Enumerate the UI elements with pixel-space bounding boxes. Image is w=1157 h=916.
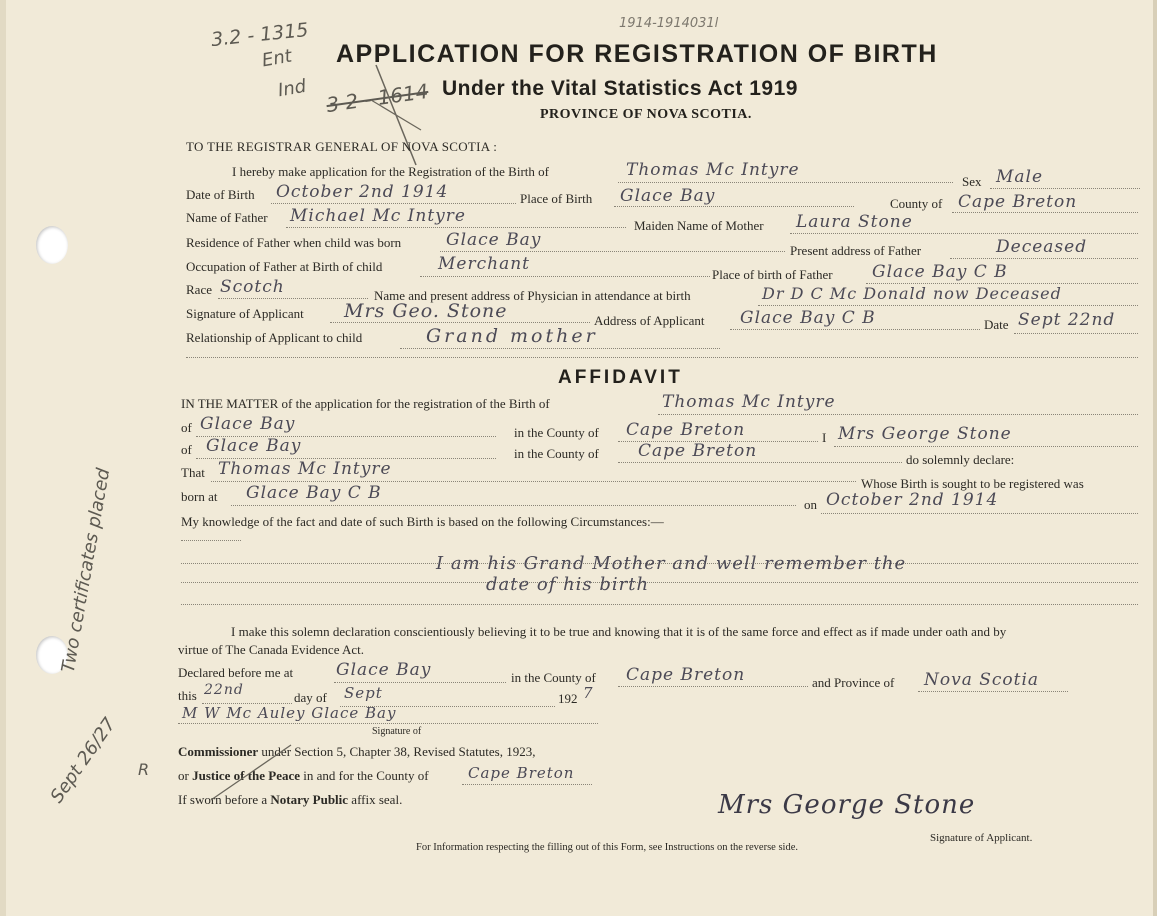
- solemnly-declare-label: do solemnly declare:: [906, 452, 1015, 467]
- commissioner-statute: under Section 5, Chapter 38, Revised Statutes, 1923,: [261, 744, 536, 759]
- year-suffix-value: 7: [583, 684, 594, 702]
- race-value: Scotch: [220, 277, 285, 297]
- pencil-check-mark: [206, 740, 296, 810]
- notary-label: Notary Public: [270, 792, 349, 807]
- matter-name-value: Thomas Mc Intyre: [662, 392, 836, 412]
- father-name-label: Name of Father: [186, 210, 268, 225]
- province-label: and Province of: [812, 675, 895, 690]
- child-name-value: Thomas Mc Intyre: [626, 160, 800, 180]
- applicant-signature-caption: Signature of Applicant.: [930, 832, 1033, 844]
- circumstance-line-2: date of his birth: [486, 574, 650, 595]
- relationship-value: Grand mother: [426, 325, 598, 347]
- commissioner-label: Commissioner: [178, 744, 259, 759]
- commissioner-signature-value: M W Mc Auley Glace Bay: [182, 704, 397, 722]
- deponent-value: Mrs George Stone: [838, 424, 1012, 444]
- jp-label: Justice of the Peace: [192, 768, 301, 783]
- intro-label: I hereby make application for the Registration of the Birth of: [232, 164, 549, 179]
- declared-at-value: Glace Bay: [336, 660, 432, 680]
- county-value-1: Cape Breton: [626, 420, 746, 440]
- born-at-label: born at: [181, 489, 218, 504]
- mother-name-label: Maiden Name of Mother: [634, 218, 764, 233]
- file-number: 1914-1914031l: [619, 16, 719, 31]
- day-of-label: day of: [294, 690, 327, 705]
- date-label: Date: [984, 317, 1009, 332]
- present-address-label: Present address of Father: [790, 243, 922, 258]
- whose-birth-label: Whose Birth is sought to be registered was: [861, 476, 1084, 491]
- sworn-suffix: affix seal.: [351, 792, 403, 807]
- declared-before-label: Declared before me at: [178, 665, 294, 680]
- form-subtitle: Under the Vital Statistics Act 1919: [442, 77, 798, 100]
- declaration-line-2: virtue of The Canada Evidence Act.: [178, 642, 365, 657]
- present-address-value: Deceased: [996, 237, 1088, 257]
- father-birthplace-value: Glace Bay C B: [872, 262, 1008, 282]
- county-value: Cape Breton: [958, 192, 1078, 212]
- footer-instructions: For Information respecting the filling out of this Form, see Instructions on the reverse side.: [416, 842, 799, 853]
- declared-county-label: in the County of: [511, 670, 596, 685]
- pob-label: Place of Birth: [520, 191, 593, 206]
- knowledge-label: My knowledge of the fact and date of such Birth is based on the following Circumstances:—: [181, 514, 664, 529]
- this-label: this: [178, 688, 197, 703]
- applicant-address-label: Address of Applicant: [594, 313, 705, 328]
- dob-value: October 2nd 1914: [276, 182, 449, 202]
- margin-certificates-note: Two certificates placed: [57, 466, 115, 675]
- occupation-value: Merchant: [438, 254, 530, 274]
- sex-label: Sex: [962, 174, 982, 189]
- pencil-ent-note: Ent: [260, 45, 294, 72]
- margin-date-note: Sept 26/27: [46, 714, 121, 807]
- race-label: Race: [186, 282, 212, 297]
- struck-pencil-number: 3 2 - 1614: [324, 78, 430, 118]
- declaration-line-1: I make this solemn declaration conscientiously believing it to be true and knowing that it is of the same force and effect as if made under oath and by: [231, 624, 1007, 639]
- county-value-2: Cape Breton: [638, 441, 758, 461]
- pencil-reference-number: 3.2 - 1315: [210, 18, 310, 52]
- of-value-1: Glace Bay: [200, 414, 296, 434]
- sworn-prefix: If sworn before a: [178, 792, 268, 807]
- date-value: Sept 22nd: [1018, 310, 1116, 330]
- punch-hole: [36, 226, 68, 264]
- applicant-signature-value: Mrs Geo. Stone: [344, 300, 508, 322]
- day-value: 22nd: [204, 682, 244, 698]
- of-label-2: of: [181, 442, 192, 457]
- born-on-value: October 2nd 1914: [826, 490, 999, 510]
- in-county-label-2: in the County of: [514, 446, 599, 461]
- form-title: APPLICATION FOR REGISTRATION OF BIRTH: [336, 40, 938, 68]
- or-label: or: [178, 768, 189, 783]
- margin-initial: R: [138, 760, 150, 779]
- applicant-address-value: Glace Bay C B: [740, 308, 876, 328]
- residence-label: Residence of Father when child was born: [186, 235, 402, 250]
- occupation-label: Occupation of Father at Birth of child: [186, 259, 383, 274]
- matter-label: IN THE MATTER of the application for the registration of the Birth of: [181, 396, 550, 411]
- pencil-ind-note: Ind: [276, 75, 308, 102]
- jp-county-value: Cape Breton: [468, 764, 575, 782]
- that-name-value: Thomas Mc Intyre: [218, 459, 392, 479]
- circumstance-line-1: I am his Grand Mother and well remember the: [436, 553, 907, 574]
- jp-rest: in and for the County of: [303, 768, 429, 783]
- county-label: County of: [890, 196, 943, 211]
- registrar-address: TO THE REGISTRAR GENERAL OF NOVA SCOTIA :: [186, 139, 498, 154]
- province-heading: PROVINCE OF NOVA SCOTIA.: [540, 107, 752, 122]
- province-value: Nova Scotia: [924, 670, 1040, 690]
- that-label: That: [181, 465, 205, 480]
- month-value: Sept: [344, 684, 383, 702]
- i-label: I: [822, 430, 827, 445]
- of-label: of: [181, 420, 192, 435]
- father-name-value: Michael Mc Intyre: [290, 206, 466, 226]
- on-label: on: [804, 497, 817, 512]
- physician-label: Name and present address of Physician in attendance at birth: [374, 288, 691, 303]
- relationship-label: Relationship of Applicant to child: [186, 330, 363, 345]
- residence-value: Glace Bay: [446, 230, 542, 250]
- signature-of-label: Signature of: [372, 726, 422, 737]
- applicant-final-signature: Mrs George Stone: [718, 790, 976, 820]
- affidavit-heading: AFFIDAVIT: [558, 367, 683, 388]
- sex-value: Male: [996, 167, 1044, 187]
- physician-value: Dr D C Mc Donald now Deceased: [762, 284, 1062, 303]
- declared-county-value: Cape Breton: [626, 665, 746, 685]
- year-prefix: 192: [558, 691, 578, 706]
- pob-value: Glace Bay: [620, 186, 716, 206]
- born-at-value: Glace Bay C B: [246, 483, 382, 503]
- applicant-signature-label: Signature of Applicant: [186, 306, 304, 321]
- of-value-2: Glace Bay: [206, 436, 302, 456]
- mother-name-value: Laura Stone: [796, 212, 913, 232]
- in-county-label: in the County of: [514, 425, 599, 440]
- father-birthplace-label: Place of birth of Father: [712, 267, 833, 282]
- dob-label: Date of Birth: [186, 187, 255, 202]
